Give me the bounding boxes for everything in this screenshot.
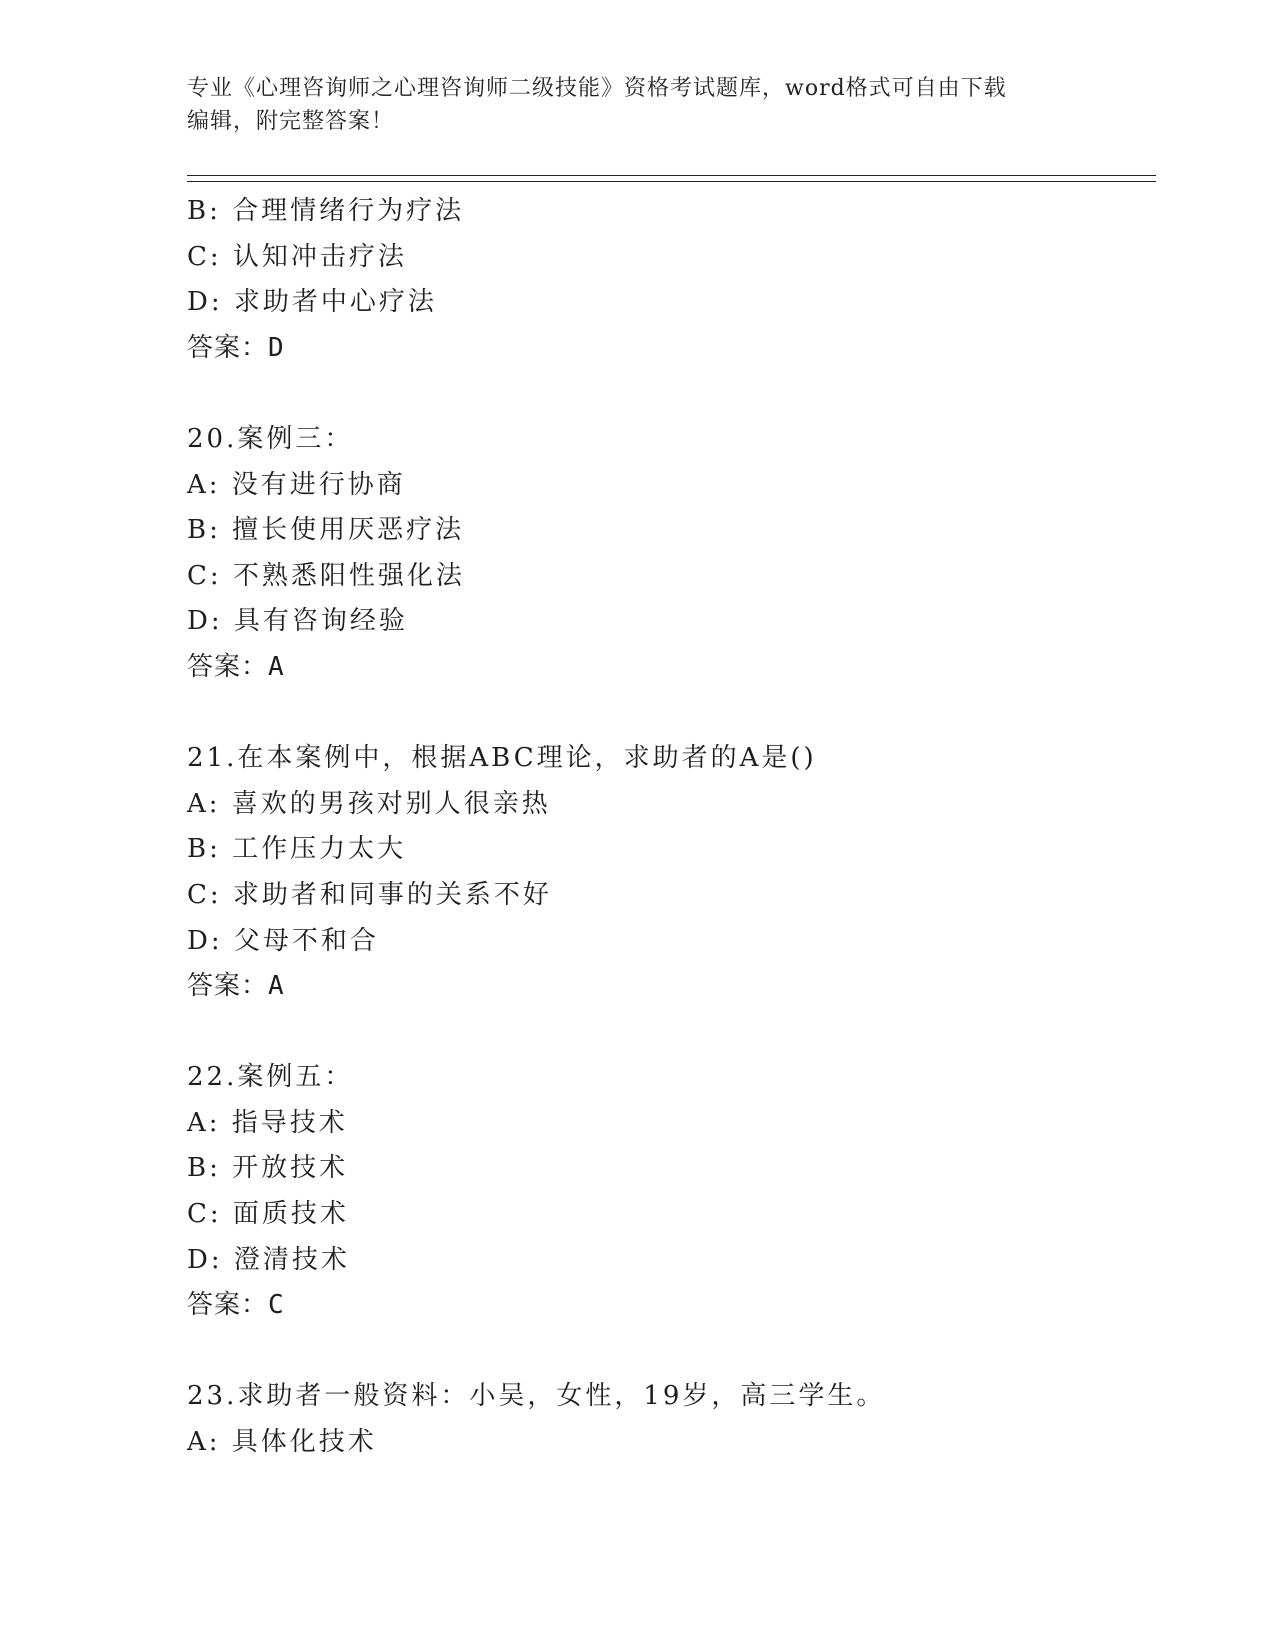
- spacer: [187, 691, 1147, 737]
- header-line-2: 编辑，附完整答案！: [187, 109, 395, 134]
- spacer: [187, 1329, 1147, 1375]
- answer-label: 答案：: [187, 971, 269, 1002]
- answer-label: 答案：: [187, 332, 269, 363]
- question-23: [187, 1374, 1147, 1465]
- option-d: D: 具有咨询经验: [187, 606, 408, 637]
- answer-line: [187, 645, 1147, 691]
- header-divider-bottom: [187, 181, 1156, 182]
- question-stem: 22.案例五：: [187, 1062, 354, 1093]
- option-c: C: 认知冲击疗法: [187, 241, 407, 272]
- question-21: [187, 736, 1147, 1010]
- question-stem: 20.案例三：: [187, 423, 354, 454]
- option-a: A: 没有进行协商: [187, 469, 406, 500]
- answer-label: 答案：: [187, 651, 269, 682]
- spacer: [187, 1010, 1147, 1056]
- question-19: [187, 189, 1147, 371]
- option-b: B: 工作压力太大: [187, 834, 407, 865]
- answer-value: D: [268, 332, 285, 363]
- option-b: B: 合理情绪行为疗法: [187, 196, 465, 226]
- option-b: B: 擅长使用厌恶疗法: [187, 515, 465, 546]
- option-d: D: 父母不和合: [187, 925, 379, 956]
- option-a: A: 具体化技术: [187, 1427, 377, 1458]
- header-divider-top: [187, 175, 1156, 176]
- option-c: C: 不熟悉阳性强化法: [187, 560, 465, 591]
- question-22: [187, 1055, 1147, 1329]
- option-c: C: 面质技术: [187, 1199, 349, 1230]
- header-line-1: 专业《心理咨询师之心理咨询师二级技能》资格考试题库，word格式可自由下载: [187, 76, 1007, 101]
- answer-value: A: [268, 651, 285, 682]
- option-b: B: 开放技术: [187, 1153, 349, 1184]
- option-a: A: 指导技术: [187, 1107, 348, 1138]
- answer-line: [187, 964, 1147, 1010]
- question-list: [187, 189, 1147, 1466]
- spacer: [187, 371, 1147, 417]
- document-header: [187, 72, 1067, 138]
- option-c: C: 求助者和同事的关系不好: [187, 879, 552, 910]
- option-a: A: 喜欢的男孩对别人很亲热: [187, 788, 551, 819]
- answer-value: A: [268, 971, 285, 1002]
- answer-label: 答案：: [187, 1290, 269, 1321]
- answer-value: C: [268, 1290, 285, 1321]
- option-d: D: 澄清技术: [187, 1244, 350, 1275]
- answer-line: [187, 1283, 1147, 1329]
- question-stem: 23.求助者一般资料：小吴，女性，19岁，高三学生。: [187, 1381, 886, 1412]
- question-20: [187, 417, 1147, 691]
- question-stem: 21.在本案例中，根据ABC理论，求助者的A是(): [187, 743, 817, 774]
- option-d: D: 求助者中心疗法: [187, 287, 437, 318]
- answer-line: [187, 326, 1147, 372]
